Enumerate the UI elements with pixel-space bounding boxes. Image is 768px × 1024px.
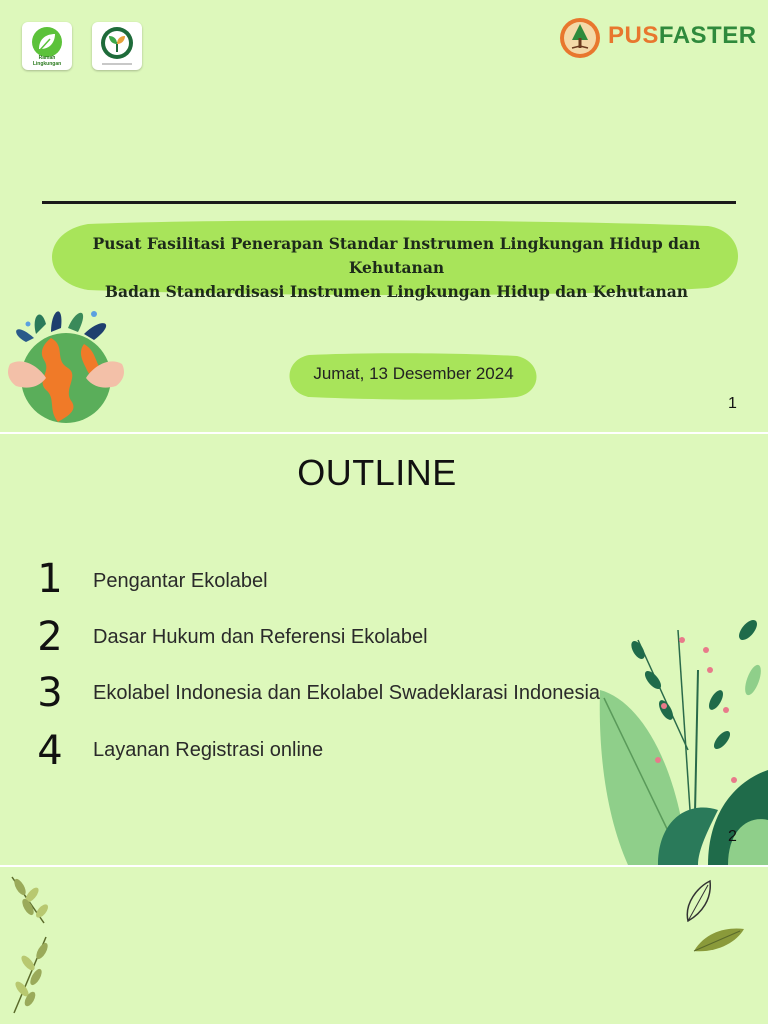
brand-prefix: PUS [608, 22, 659, 49]
outline-number: 1 [37, 556, 63, 602]
title-line-1: Pusat Fasilitasi Penerapan Standar Instrumen Lingkungan Hidup dan Kehutanan [92, 234, 701, 277]
logo-caption: Ramah Lingkungan [32, 55, 62, 67]
plant-decor-icon [598, 610, 768, 865]
divider-line [42, 201, 736, 204]
page-number: 1 [728, 395, 737, 412]
sprout-icon [92, 22, 142, 70]
leaf-decor-icon [2, 867, 62, 1017]
slide-3 [0, 867, 768, 1024]
outline-item: Layanan Registrasi online [93, 739, 324, 761]
logo-ramah-lingkungan [22, 22, 72, 70]
outline-number: 4 [37, 728, 63, 774]
outline-number: 2 [37, 614, 63, 660]
outline-item: Pengantar Ekolabel [93, 570, 268, 592]
presentation-date: Jumat, 13 Desember 2024 [313, 364, 514, 383]
brand-name [608, 22, 757, 50]
title-line-2: Badan Standardisasi Instrumen Lingkungan Hidup dan Kehutanan [104, 282, 689, 301]
outline-item: Dasar Hukum dan Referensi Ekolabel [93, 626, 428, 648]
slide-1 [0, 0, 768, 432]
globe-hands-icon [6, 294, 126, 424]
outline-title: OUTLINE [297, 452, 457, 493]
institution-title [48, 232, 745, 304]
outline-number: 3 [37, 670, 63, 716]
brand-suffix: FASTER [658, 22, 757, 49]
leaf-decor-icon [680, 877, 750, 957]
page-number: 2 [728, 828, 737, 845]
emblem-icon [558, 16, 602, 60]
slide-2 [0, 434, 768, 865]
logo-sprout [92, 22, 142, 70]
brand-pusfaster [558, 16, 757, 60]
outline-item: Ekolabel Indonesia dan Ekolabel Swadeklarasi Indonesia [93, 682, 601, 704]
